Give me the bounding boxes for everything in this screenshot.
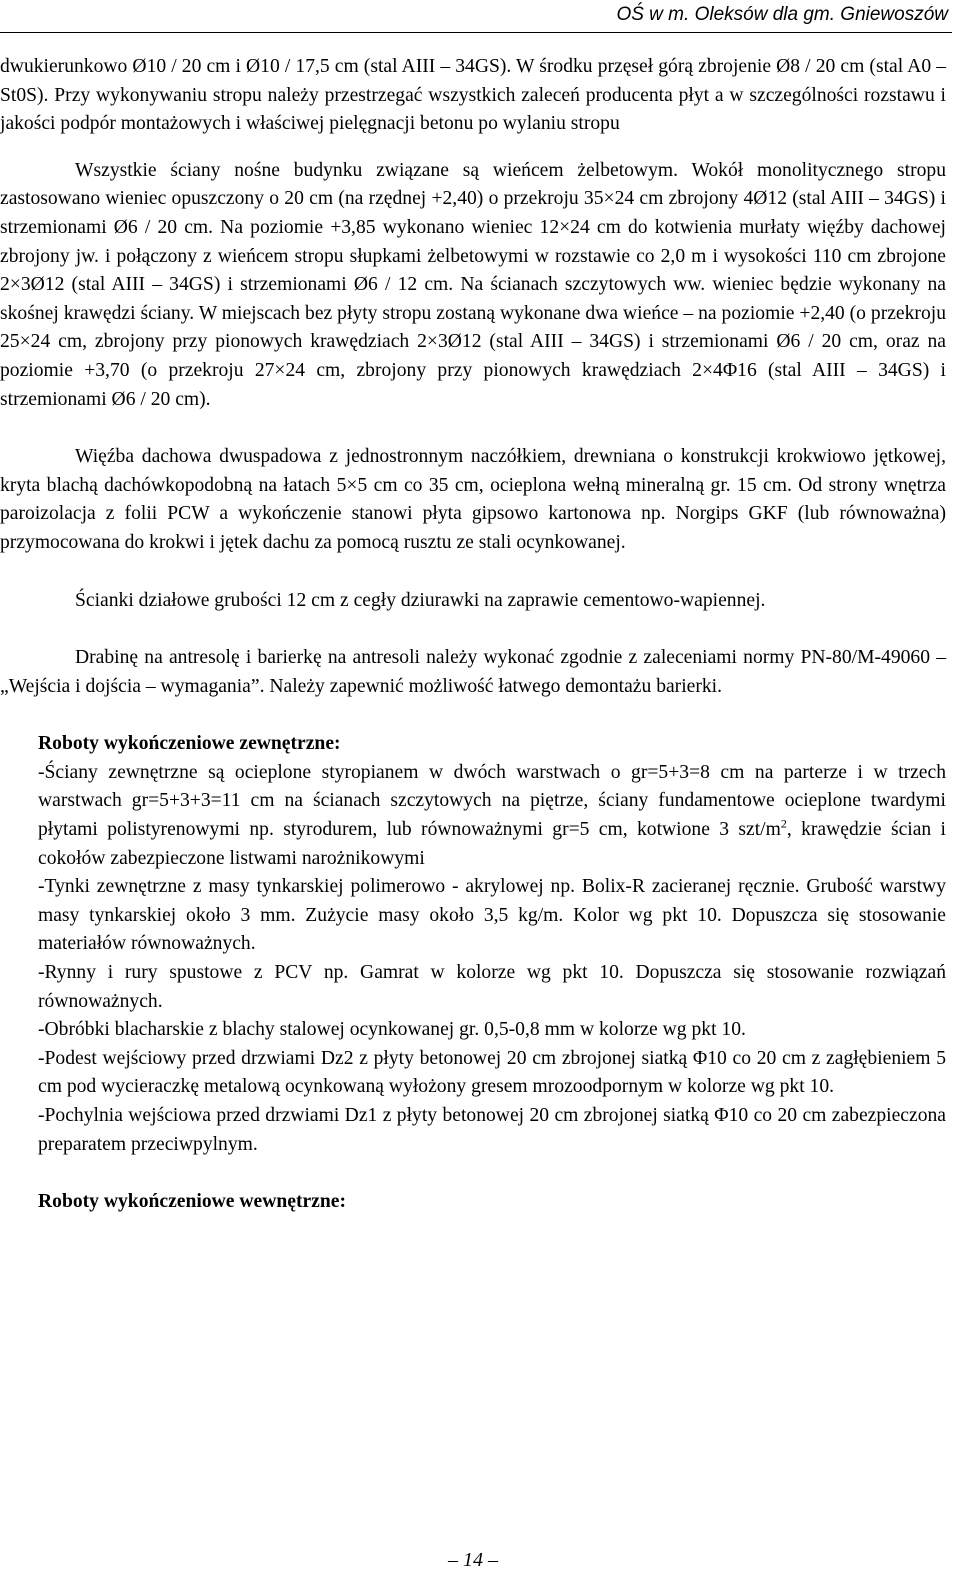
paragraph-drabina: Drabinę na antresolę i barierkę na antresoli należy wykonać zgodnie z zaleceniami normy PN-80/M-49060 – „Wejścia i dojścia – wymagania”. Należy zapewnić możliwość łatwego demontażu barierki. xyxy=(0,647,946,697)
list-item-tynki: -Tynki zewnętrzne z masy tynkarskiej polimerowo - akrylowej np. Bolix-R zacieranej ręcznie. Grubość warstwy masy tynkarskiej około 3 mm. Zużycie masy około 3,5 kg/m. Kolor wg pkt 10. Dopuszcza się stosowanie materiałów równoważnych. xyxy=(38,876,946,955)
list-item-rynny: -Rynny i rury spustowe z PCV np. Gamrat w kolorze wg pkt 10. Dopuszcza się stosowanie rozwiązań równoważnych. xyxy=(38,962,946,1012)
list-item-ocieplenie-text: -Ściany zewnętrzne są ocieplone styropianem w dwóch warstwach o gr=5+3=8 cm na parterze i w trzech warstwach gr=5+3+3=11 cm na ścianach szczytowych na piętrze, ściany fundamentowe ocieplone twardymi płytami polistyrenowymi np. styrodurem, lub równoważnymi gr=5 cm, kotwione 3 szt/m xyxy=(38,761,946,841)
section-roboty-zewnetrzne xyxy=(38,730,946,1159)
list-item-ocieplenie-text-end: , krawędzie ścian i cokołów zabezpieczone listwami narożnikowymi xyxy=(38,819,946,869)
header-rule xyxy=(0,32,952,33)
running-header: OŚ w m. Oleksów dla gm. Gniewoszów xyxy=(616,4,948,25)
superscript-2: 2 xyxy=(780,816,787,831)
list-item-podest: -Podest wejściowy przed drzwiami Dz2 z płyty betonowej 20 cm zbrojonej siatką Φ10 co 20 cm z zagłębieniem 5 cm pod wycieraczkę metalową ocynkowaną wyłożony gresem mrozoodpornym w kolorze wg pkt 10. xyxy=(38,1047,946,1098)
list-item-obrobki: -Obróbki blacharskie z blachy stalowej ocynkowanej gr. 0,5-0,8 mm w kolorze wg pkt 10. xyxy=(38,1019,746,1041)
paragraph-wience: Wszystkie ściany nośne budynku związane są wieńcem żelbetowym. Wokół monolitycznego stropu zastosowano wieniec opuszczony o 20 cm (na rzędnej +2,40) o przekroju 35×24 cm zbrojony 4Ø12 (stal AIII – 34GS) i strzemionami Ø6 / 20 cm. Na poziomie +3,85 wykonano wieniec 12×24 cm do kotwienia murłaty więźby dachowej zbrojony jw. i połączony z wieńcem stropu słupkami żelbetowymi w rozstawie co 2,0 m i wysokości 110 cm zbrojone 2×3Ø12 (stal AIII – 34GS) i strzemionami Ø6 / 12 cm. Na ścianach szczytowych ww. wieniec będzie wykonany na skośnej krawędzi ściany. W miejscach bez płyty stropu zostaną wykonane dwa wieńce – na poziomie +2,40 (o przekroju 25×24 cm, zbrojony przy pionowych krawędziach 2×3Ø12 (stal AIII – 34GS) i strzemionami Ø6 / 20 cm, oraz na poziomie +3,70 (o przekroju 27×24 cm, zbrojony przy pionowych krawędziach 2×4Φ16 (stal AIII – 34GS) i strzemionami Ø6 / 20 cm). xyxy=(0,159,946,410)
paragraph-scianki: Ścianki działowe grubości 12 cm z cegły dziurawki na zaprawie cementowo-wapiennej. xyxy=(75,589,766,611)
list-item-pochylnia: -Pochylnia wejściowa przed drzwiami Dz1 z płyty betonowej 20 cm zbrojonej siatką Φ10 co 20 cm zabezpieczona preparatem przeciwpylnym. xyxy=(38,1105,946,1155)
paragraph-wiezba: Więźba dachowa dwuspadowa z jednostronnym naczółkiem, drewniana o konstrukcji krokwiowo jętkowej, kryta blachą dachówkopodobną na łatach 5×5 cm co 35 cm, ocieplona wełną mineralną gr. 15 cm. Od strony wnętrza paroizolacja z folii PCW a wykończenie stanowi płyta gipsowo kartonowa np. Norgips GKF (lub równoważna) przymocowana do krokwi i jętek dachu za pomocą rusztu ze stali ocynkowanej. xyxy=(0,446,946,553)
page-number: – 14 – xyxy=(448,1549,498,1571)
heading-roboty-wewnetrzne: Roboty wykończeniowe wewnętrzne: xyxy=(38,1191,346,1213)
heading-roboty-zewnetrzne: Roboty wykończeniowe zewnętrzne: xyxy=(38,733,341,755)
list-item-ocieplenie xyxy=(38,759,946,873)
page-body xyxy=(0,53,946,1217)
section-roboty-wewnetrzne xyxy=(38,1188,946,1217)
paragraph-strop-continuation: dwukierunkowo Ø10 / 20 cm i Ø10 / 17,5 cm (stal AIII – 34GS). W środku przęseł górą zbrojenie Ø8 / 20 cm (stal A0 – St0S). Przy wykonywaniu stropu należy przestrzegać wszystkich zaleceń producenta płyt a w szczególności rozstawu i jakości podpór montażowych i właściwej pielęgnacji betonu po wylaniu stropu xyxy=(0,56,946,135)
